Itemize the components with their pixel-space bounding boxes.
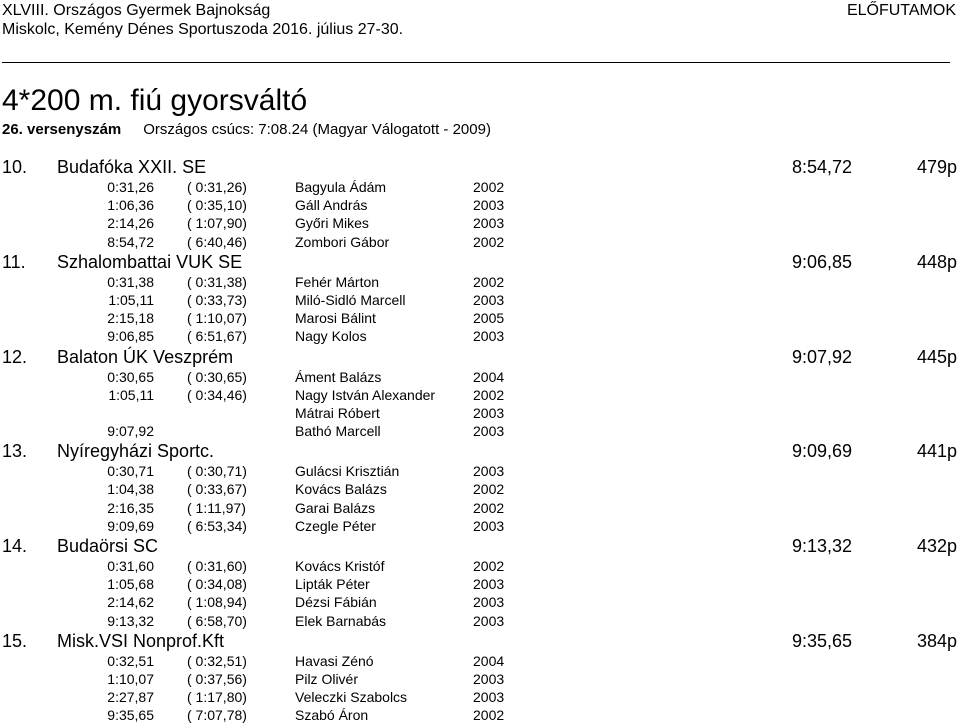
leg-split-time: ( 0:31,26) (187, 179, 247, 195)
swimmer-name: Bagyula Ádám (295, 179, 387, 195)
leg-cumulative-time: 0:31,60 (107, 558, 154, 574)
leg-split-time: ( 6:58,70) (187, 612, 247, 629)
leg-cumulative-time: 9:13,32 (107, 612, 154, 629)
team-time: 8:54,72 (791, 157, 852, 177)
swimmer-name: Kovács Kristóf (295, 558, 385, 574)
leg-split-time: ( 0:34,46) (187, 386, 247, 403)
leg-row (0, 670, 960, 688)
leg-cumulative-time: 1:05,11 (108, 291, 154, 308)
stage-label: ELŐFUTAMOK (846, 2, 956, 19)
birth-year: 2003 (473, 291, 505, 308)
leg-cumulative-time: 2:14,26 (107, 215, 154, 232)
team-time: 9:06,85 (791, 251, 852, 272)
team-place: 13. (2, 441, 28, 462)
team-row (0, 346, 960, 368)
leg-row (0, 178, 960, 196)
birth-year: 2003 (473, 197, 505, 214)
leg-cumulative-time: 1:06,36 (107, 197, 154, 214)
swimmer-name: Dézsi Fábián (295, 594, 377, 611)
team-row (0, 535, 960, 557)
competition-venue: Miskolc, Kemény Dénes Sportuszoda 2016. július 27-30. (2, 21, 404, 38)
leg-split-time: ( 0:35,10) (187, 197, 247, 214)
leg-split-time: ( 0:31,60) (187, 558, 247, 574)
leg-cumulative-time: 2:15,18 (107, 310, 154, 327)
team-place: 15. (2, 630, 28, 651)
team-name: Budafóka XXII. SE (57, 157, 207, 177)
swimmer-name: Pilz Olivér (295, 670, 359, 687)
birth-year: 2002 (473, 499, 505, 516)
team-name: Nyíregyházi Sportc. (57, 441, 215, 462)
leg-split-time: ( 6:40,46) (187, 233, 247, 250)
birth-year: 2002 (473, 179, 505, 195)
leg-row (0, 557, 960, 575)
leg-row (0, 422, 960, 440)
leg-split-time: ( 1:07,90) (187, 215, 247, 232)
team-points: 479p (916, 157, 957, 177)
leg-split-time: ( 0:32,51) (187, 652, 247, 669)
event-subtitle (2, 121, 491, 139)
swimmer-name: Gulácsi Krisztián (295, 463, 400, 480)
swimmer-name: Nagy István Alexander (295, 386, 436, 403)
leg-cumulative-time: 1:10,07 (107, 670, 154, 687)
team-time: 9:09,69 (791, 441, 852, 462)
leg-split-time: ( 1:17,80) (187, 689, 247, 706)
leg-cumulative-time: 2:16,35 (107, 499, 154, 516)
leg-row (0, 309, 960, 327)
leg-cumulative-time: 0:30,65 (107, 368, 154, 385)
birth-year: 2003 (473, 670, 505, 687)
leg-cumulative-time: 1:05,68 (107, 576, 154, 593)
team-row (0, 440, 960, 462)
team-place: 10. (2, 157, 28, 177)
birth-year: 2004 (473, 368, 505, 385)
leg-row (0, 499, 960, 517)
leg-row (0, 462, 960, 480)
birth-year: 2003 (473, 463, 505, 480)
leg-row (0, 214, 960, 232)
leg-row (0, 404, 960, 422)
swimmer-name: Bathó Marcell (295, 423, 381, 440)
team-points: 432p (916, 536, 957, 556)
leg-cumulative-time: 1:04,38 (107, 481, 154, 498)
swimmer-name: Elek Barnabás (295, 612, 387, 629)
birth-year: 2002 (473, 707, 505, 724)
birth-year: 2003 (473, 215, 505, 232)
birth-year: 2003 (473, 404, 505, 421)
swimmer-name: Fehér Márton (295, 273, 380, 290)
swimmer-name: Gáll András (295, 197, 368, 214)
birth-year: 2002 (473, 558, 505, 574)
birth-year: 2005 (473, 310, 505, 327)
swimmer-name: Áment Balázs (295, 368, 382, 385)
leg-cumulative-time: 2:27,87 (107, 689, 154, 706)
birth-year: 2002 (473, 481, 505, 498)
leg-cumulative-time: 0:32,51 (107, 652, 154, 669)
leg-row (0, 368, 960, 386)
leg-cumulative-time: 9:07,92 (107, 423, 154, 440)
leg-row (0, 327, 960, 345)
swimmer-name: Havasi Zénó (295, 652, 374, 669)
header-divider (2, 62, 950, 63)
leg-split-time: ( 0:30,71) (187, 463, 247, 480)
swimmer-name: Kovács Balázs (295, 481, 387, 498)
leg-cumulative-time: 8:54,72 (107, 233, 154, 250)
team-time: 9:35,65 (791, 630, 852, 651)
leg-row (0, 386, 960, 404)
swimmer-name: Szabó Áron (295, 707, 369, 724)
leg-cumulative-time: 1:05,11 (108, 386, 154, 403)
team-name: Budaörsi SC (57, 536, 159, 556)
birth-year: 2003 (473, 328, 505, 345)
national-record: Országos csúcs: 7:08.24 (Magyar Válogatott - 2009) (143, 121, 491, 138)
leg-cumulative-time: 9:35,65 (107, 707, 154, 724)
leg-split-time: ( 1:10,07) (187, 310, 247, 327)
birth-year: 2002 (473, 273, 505, 290)
leg-split-time: ( 6:53,34) (187, 517, 247, 534)
swimmer-name: Garai Balázs (295, 499, 376, 516)
leg-row (0, 273, 960, 291)
team-time: 9:13,32 (791, 536, 852, 556)
leg-split-time: ( 7:07,78) (187, 707, 247, 724)
leg-row (0, 517, 960, 535)
team-points: 448p (916, 251, 957, 272)
birth-year: 2003 (473, 576, 505, 593)
event-title: 4*200 m. fiú gyorsváltó (2, 84, 308, 117)
birth-year: 2002 (473, 386, 505, 403)
birth-year: 2003 (473, 612, 505, 629)
team-place: 12. (2, 346, 28, 367)
leg-row (0, 196, 960, 214)
leg-split-time: ( 0:33,67) (187, 481, 247, 498)
leg-row (0, 688, 960, 706)
birth-year: 2003 (473, 423, 505, 440)
swimmer-name: Mátrai Róbert (295, 404, 380, 421)
leg-split-time: ( 6:51,67) (187, 328, 247, 345)
leg-split-time: ( 1:08,94) (187, 594, 247, 611)
swimmer-name: Nagy Kolos (295, 328, 367, 345)
birth-year: 2002 (473, 233, 505, 250)
competition-title: XLVIII. Országos Gyermek Bajnokság (2, 2, 271, 19)
leg-cumulative-time: 0:31,38 (107, 273, 154, 290)
leg-row (0, 706, 960, 724)
leg-row (0, 575, 960, 593)
team-row (0, 251, 960, 273)
leg-row (0, 612, 960, 630)
swimmer-name: Lipták Péter (295, 576, 370, 593)
leg-cumulative-time: 9:06,85 (107, 328, 154, 345)
swimmer-name: Miló-Sidló Marcell (295, 291, 406, 308)
team-row (0, 156, 960, 178)
leg-cumulative-time: 2:14,62 (107, 594, 154, 611)
team-name: Misk.VSI Nonprof.Kft (57, 630, 225, 651)
leg-split-time: ( 0:30,65) (187, 368, 247, 385)
birth-year: 2003 (473, 517, 505, 534)
leg-cumulative-time: 9:09,69 (107, 517, 154, 534)
leg-split-time: ( 1:11,97) (187, 499, 246, 516)
leg-cumulative-time: 0:31,26 (107, 179, 154, 195)
birth-year: 2004 (473, 652, 505, 669)
swimmer-name: Marosi Bálint (295, 310, 376, 327)
team-points: 445p (916, 346, 957, 367)
birth-year: 2003 (473, 594, 505, 611)
team-place: 14. (2, 536, 28, 556)
swimmer-name: Győri Mikes (295, 215, 369, 232)
team-points: 384p (916, 630, 957, 651)
leg-cumulative-time: 0:30,71 (107, 463, 154, 480)
leg-split-time: ( 0:34,08) (187, 576, 247, 593)
leg-row (0, 652, 960, 670)
swimmer-name: Czegle Péter (295, 517, 376, 534)
swimmer-name: Veleczki Szabolcs (295, 689, 408, 706)
team-name: Balaton ÚK Veszprém (57, 346, 234, 367)
team-row (0, 630, 960, 652)
team-place: 11. (2, 251, 26, 272)
leg-row (0, 291, 960, 309)
swimmer-name: Zombori Gábor (295, 233, 390, 250)
leg-split-time: ( 0:37,56) (187, 670, 247, 687)
leg-split-time: ( 0:31,38) (187, 273, 247, 290)
leg-split-time: ( 0:33,73) (187, 291, 247, 308)
team-name: Szhalombattai VUK SE (57, 251, 243, 272)
results-list (0, 156, 960, 725)
team-time: 9:07,92 (791, 346, 852, 367)
event-number: 26. versenyszám (2, 121, 122, 138)
leg-row (0, 233, 960, 251)
leg-row (0, 480, 960, 498)
team-points: 441p (916, 441, 957, 462)
birth-year: 2003 (473, 689, 505, 706)
leg-row (0, 593, 960, 611)
